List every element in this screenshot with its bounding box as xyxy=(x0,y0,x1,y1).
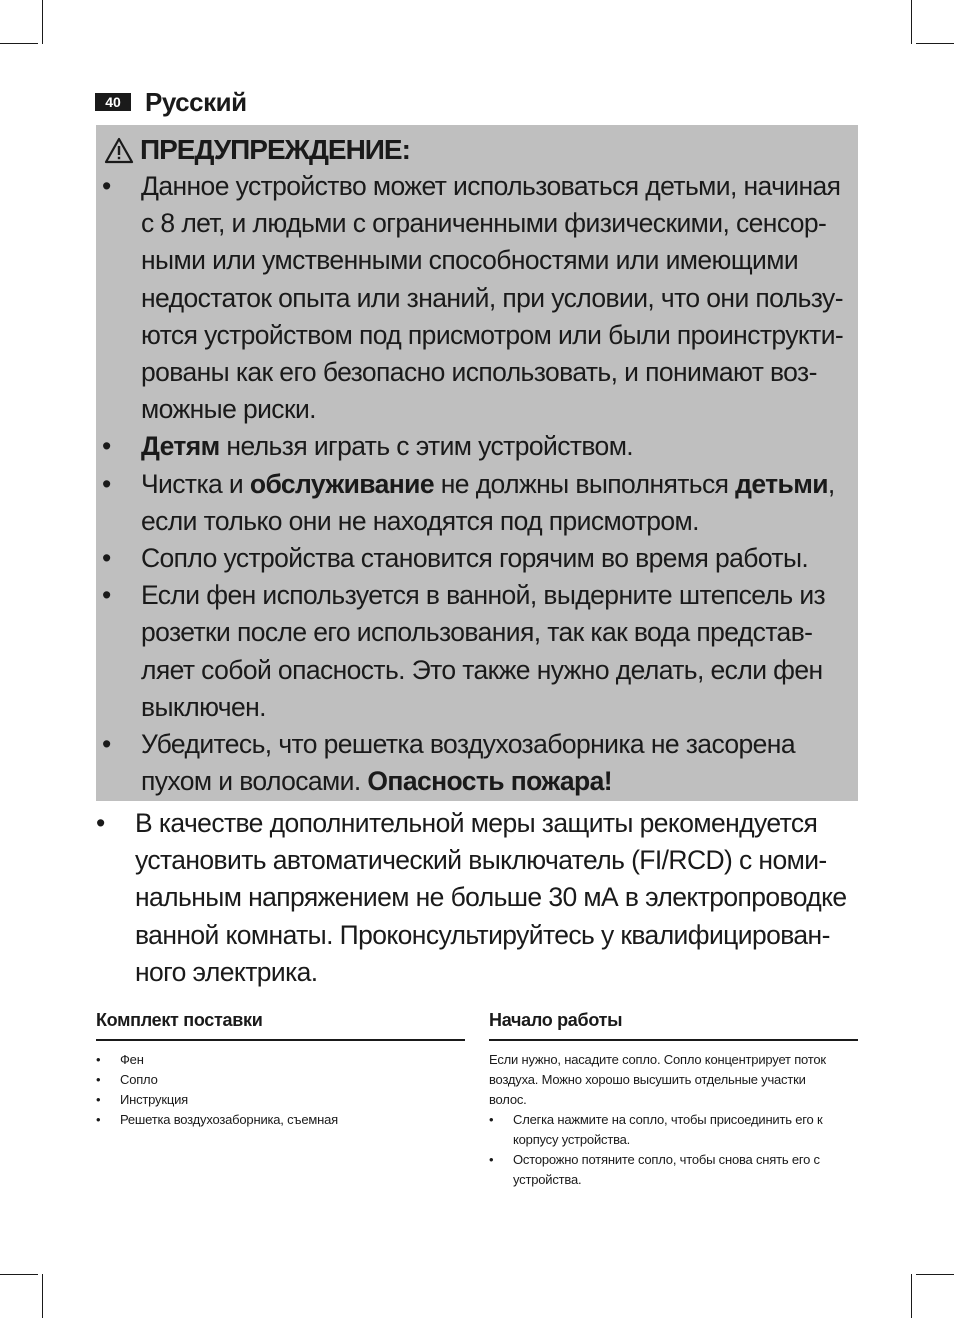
bold-text: обслуживание xyxy=(249,468,434,499)
crop-mark xyxy=(0,1274,38,1275)
crop-mark xyxy=(911,1274,912,1318)
getting-started-title: Начало работы xyxy=(489,1010,858,1041)
text-span: пухом и волосами. xyxy=(141,766,368,797)
text-line: Если нужно, насадите сопло. Сопло концентрирует поток xyxy=(489,1052,826,1067)
item-text: Решетка воздухозаборника, съемная xyxy=(120,1112,338,1127)
crop-mark xyxy=(42,0,43,44)
text-line: В качестве дополнительной меры защиты рекомендуется xyxy=(135,808,818,838)
text-line: можные риски. xyxy=(141,394,316,425)
text-line: Данное устройство может использоваться детьми, начиная xyxy=(141,171,841,201)
text-line: ванной комнаты. Проконсультируйтесь у квалифицирован- xyxy=(135,919,830,950)
list-item xyxy=(96,726,843,800)
warning-list xyxy=(96,168,843,800)
text-line: устройства. xyxy=(513,1172,582,1187)
crop-mark xyxy=(42,1274,43,1318)
bold-text: Детям xyxy=(141,431,220,462)
text-line: Слегка нажмите на сопло, чтобы присоединить его к xyxy=(513,1112,823,1127)
text-line: розетки после его использования, так как вода представ- xyxy=(141,617,813,648)
item-text: Инструкция xyxy=(120,1092,188,1107)
text-line: установить автоматический выключатель (FI/RCD) с номи- xyxy=(135,845,827,876)
bullet: • xyxy=(102,431,111,462)
text-span: Чистка и xyxy=(141,468,250,499)
warning-box xyxy=(96,125,858,801)
text-line: рованы как его безопасно использовать, и понимают воз- xyxy=(141,357,817,388)
bullet: • xyxy=(102,580,111,611)
text-line: воздуха. Можно хорошо высушить отдельные участки xyxy=(489,1072,806,1087)
bullet: • xyxy=(96,1072,101,1087)
bullet: • xyxy=(96,1092,101,1107)
safety-list xyxy=(96,805,847,991)
list-item xyxy=(96,428,843,465)
crop-mark xyxy=(916,43,954,44)
bold-text: Опасность пожара xyxy=(367,766,604,797)
text-line: Сопло устройства становится горячим во время работы. xyxy=(141,543,809,574)
text-span: нельзя играть с этим устройством. xyxy=(219,431,634,462)
page-header xyxy=(95,88,247,116)
bullet: • xyxy=(489,1112,494,1127)
list-item xyxy=(96,1110,338,1130)
bullet: • xyxy=(102,543,111,574)
bullet: • xyxy=(96,1112,101,1127)
text-line: Если фен используется в ванной, выдерните штепсель из xyxy=(141,580,826,611)
list-item xyxy=(489,1150,822,1190)
crop-mark xyxy=(916,1274,954,1275)
text-line: выключен. xyxy=(141,691,266,722)
text-line xyxy=(141,763,843,800)
getting-started-intro xyxy=(489,1050,826,1110)
list-item xyxy=(489,1110,822,1150)
text-line: ными или умственными способностями или имеющими xyxy=(141,245,799,276)
text-line: волос. xyxy=(489,1092,527,1107)
bold-text: ! xyxy=(603,766,612,797)
text-line: ляет собой опасность. Это также нужно делать, если фен xyxy=(141,654,823,685)
bullet: • xyxy=(96,808,105,838)
warning-triangle-icon xyxy=(104,137,134,164)
crop-mark xyxy=(911,0,912,44)
delivery-title: Комплект поставки xyxy=(96,1010,465,1041)
text-line: недостаток опыта или знаний, при условии, что они пользу- xyxy=(141,282,843,313)
list-item xyxy=(96,168,843,428)
warning-title-text: ПРЕДУПРЕЖДЕНИЕ: xyxy=(140,134,410,165)
bullet: • xyxy=(102,171,111,201)
list-item xyxy=(96,577,843,726)
bullet: • xyxy=(102,729,111,760)
text-line xyxy=(141,466,843,503)
getting-started-list xyxy=(489,1110,822,1190)
text-line: Убедитесь, что решетка воздухозаборника не засорена xyxy=(141,729,795,760)
list-item xyxy=(96,1070,338,1090)
text-line: ются устройством под присмотром или были проинструкти- xyxy=(141,319,844,350)
text-line: с 8 лет, и людьми с ограниченными физическими, сенсор- xyxy=(141,208,827,239)
crop-mark xyxy=(0,43,38,44)
text-line xyxy=(141,428,843,465)
text-line: Осторожно потяните сопло, чтобы снова снять его с xyxy=(513,1152,820,1167)
text-span: , xyxy=(827,468,835,499)
item-text: Сопло xyxy=(120,1072,158,1087)
text-line: если только они не находятся под присмотром. xyxy=(141,505,699,536)
bullet: • xyxy=(102,468,111,499)
language-heading: Русский xyxy=(145,86,247,117)
text-line: ного электрика. xyxy=(135,956,318,987)
list-item xyxy=(96,805,847,991)
warning-title xyxy=(104,133,410,167)
list-item xyxy=(96,1050,338,1070)
bullet: • xyxy=(96,1052,101,1067)
text-line: нальным напряжением не больше 30 мА в электропроводке xyxy=(135,882,847,913)
text-line: корпусу устройства. xyxy=(513,1132,631,1147)
delivery-list xyxy=(96,1050,338,1130)
list-item xyxy=(96,1090,338,1110)
bold-text: детьми xyxy=(735,468,828,499)
item-text: Фен xyxy=(120,1052,144,1067)
list-item xyxy=(96,540,843,577)
list-item xyxy=(96,466,843,540)
text-span: не должны выполняться xyxy=(434,468,736,499)
page-number: 40 xyxy=(95,93,131,111)
bullet: • xyxy=(489,1152,494,1167)
